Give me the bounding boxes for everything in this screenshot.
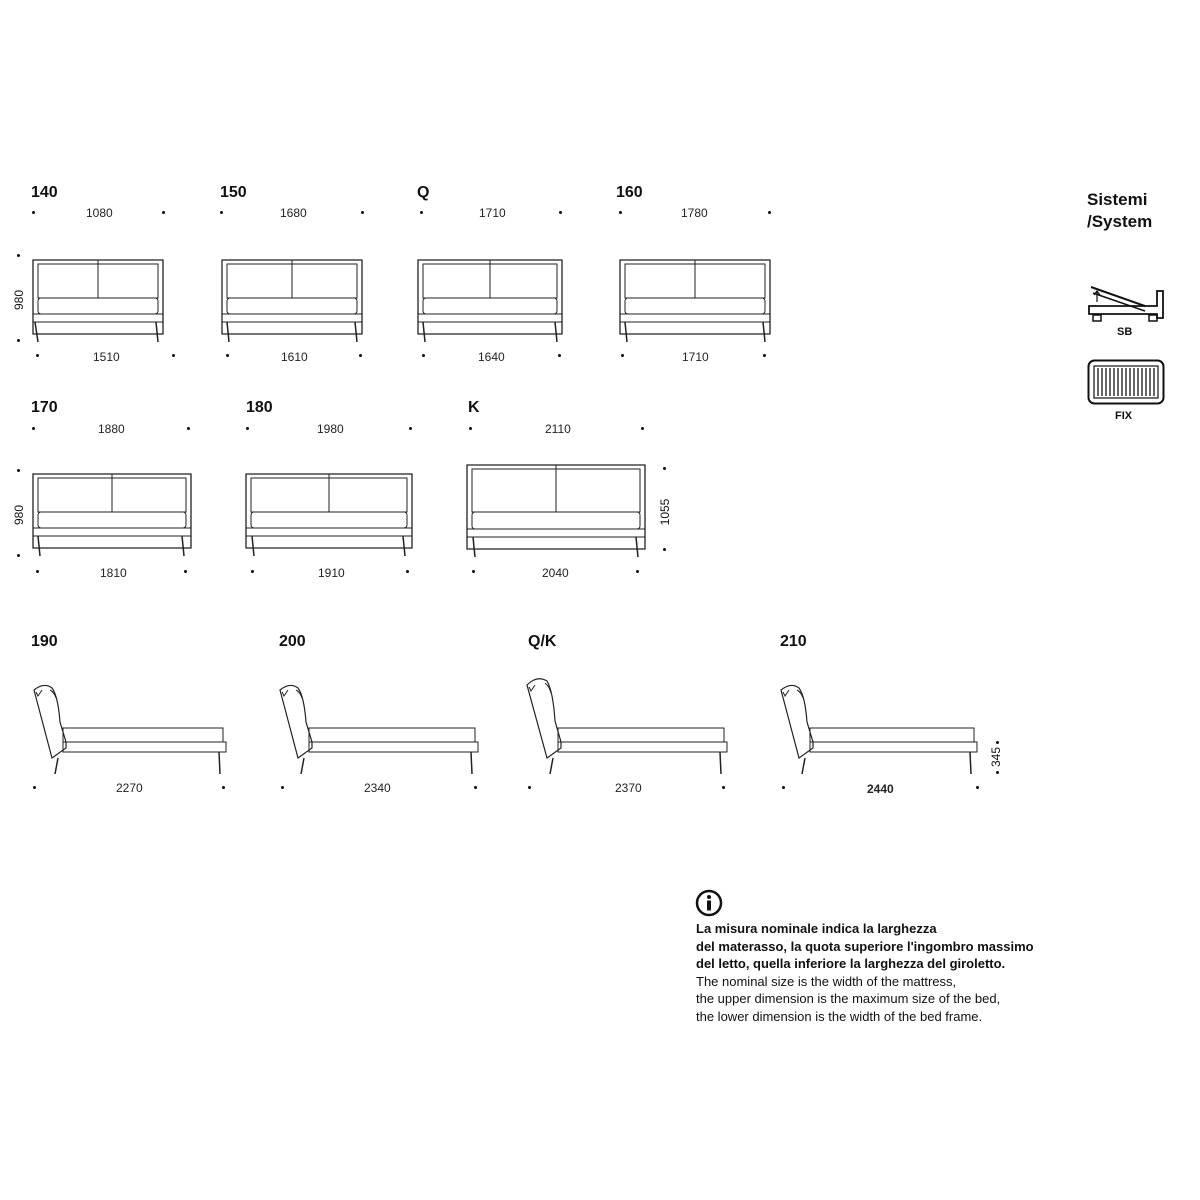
lower-dimension: 1710	[682, 350, 709, 364]
upper-dimension: 2110	[545, 422, 571, 436]
dim-marker	[621, 354, 624, 357]
length-dimension: 2440	[867, 782, 894, 796]
bed-side-drawing	[523, 675, 731, 776]
height-dimension: 980	[12, 289, 26, 311]
bed-side-drawing	[30, 682, 230, 776]
note-it-line2: del materasso, la quota superiore l'ingombro massimo	[696, 938, 1034, 954]
dim-marker	[528, 786, 531, 789]
dim-marker	[187, 427, 190, 430]
dim-marker	[663, 548, 666, 551]
dim-marker	[251, 570, 254, 573]
size-label: 180	[246, 399, 273, 416]
lower-dimension: 1640	[478, 350, 505, 364]
size-label: 210	[780, 633, 807, 650]
bed-front-drawing	[30, 472, 194, 558]
note-it-line3: del letto, quella inferiore la larghezza del giroletto.	[696, 956, 1006, 971]
dim-marker	[768, 211, 771, 214]
dim-marker	[420, 211, 423, 214]
dim-marker	[558, 354, 561, 357]
note-en-line3: the lower dimension is the width of the bed frame.	[696, 1008, 983, 1024]
note-text	[696, 920, 1116, 1025]
note-it-line1: La misura nominale indica la larghezza	[696, 921, 937, 936]
size-label: K	[468, 399, 480, 416]
note-en-line2: the upper dimension is the maximum size of the bed,	[696, 991, 1001, 1006]
dim-marker	[976, 786, 979, 789]
dim-marker	[782, 786, 785, 789]
lower-dimension: 1610	[281, 350, 308, 364]
system-label-sb: SB	[1117, 326, 1133, 338]
systems-title-line2: /System	[1087, 212, 1153, 231]
bed-front-drawing	[415, 258, 565, 344]
dim-marker	[281, 786, 284, 789]
system-label-fix: FIX	[1115, 410, 1133, 422]
dim-marker	[226, 354, 229, 357]
dim-marker	[32, 211, 35, 214]
dim-marker	[559, 211, 562, 214]
fixed-slats-icon	[1087, 359, 1165, 405]
dim-marker	[36, 354, 39, 357]
dim-marker	[220, 211, 223, 214]
dim-marker	[641, 427, 644, 430]
systems-title-line1: Sistemi	[1087, 190, 1148, 209]
upper-dimension: 1080	[86, 206, 113, 220]
dim-marker	[17, 339, 20, 342]
storage-bed-lift-icon	[1087, 284, 1165, 328]
dim-marker	[184, 570, 187, 573]
dim-marker	[663, 467, 666, 470]
dim-marker	[33, 786, 36, 789]
bed-front-drawing	[617, 258, 773, 344]
size-label: Q/K	[528, 633, 557, 650]
dim-marker	[222, 786, 225, 789]
dim-marker	[17, 254, 20, 257]
dim-marker	[17, 469, 20, 472]
dim-marker	[722, 786, 725, 789]
dim-marker	[246, 427, 249, 430]
size-label: 150	[220, 184, 247, 201]
dim-marker	[172, 354, 175, 357]
bed-side-drawing	[276, 682, 482, 776]
dim-marker	[422, 354, 425, 357]
dim-marker	[763, 354, 766, 357]
dim-marker	[162, 211, 165, 214]
bed-front-drawing	[464, 463, 648, 559]
dim-marker	[406, 570, 409, 573]
dim-marker	[474, 786, 477, 789]
bed-front-drawing	[219, 258, 365, 344]
height-dimension: 345	[989, 746, 1003, 768]
size-label: Q	[417, 184, 430, 201]
systems-title	[1087, 189, 1152, 233]
size-label: 170	[31, 399, 58, 416]
upper-dimension: 1980	[317, 422, 344, 436]
dim-marker	[472, 570, 475, 573]
upper-dimension: 1680	[280, 206, 307, 220]
dim-marker	[636, 570, 639, 573]
upper-dimension: 1780	[681, 206, 708, 220]
upper-dimension: 1880	[98, 422, 125, 436]
dim-marker	[359, 354, 362, 357]
lower-dimension: 1910	[318, 566, 345, 580]
length-dimension: 2270	[116, 781, 143, 795]
lower-dimension: 2040	[542, 566, 569, 580]
dim-marker	[32, 427, 35, 430]
size-label: 200	[279, 633, 306, 650]
size-label: 190	[31, 633, 58, 650]
dim-marker	[409, 427, 412, 430]
length-dimension: 2370	[615, 781, 642, 795]
lower-dimension: 1810	[100, 566, 127, 580]
bed-front-drawing	[30, 258, 166, 344]
dim-marker	[619, 211, 622, 214]
note-en-line1: The nominal size is the width of the mattress,	[696, 973, 957, 989]
length-dimension: 2340	[364, 781, 391, 795]
dim-marker	[996, 771, 999, 774]
dim-marker	[36, 570, 39, 573]
height-dimension: 1055	[658, 498, 672, 526]
bed-side-drawing	[777, 682, 981, 776]
upper-dimension: 1710	[479, 206, 506, 220]
dim-marker	[17, 554, 20, 557]
size-label: 160	[616, 184, 643, 201]
dim-marker	[361, 211, 364, 214]
lower-dimension: 1510	[93, 350, 120, 364]
size-label: 140	[31, 184, 58, 201]
dim-marker	[469, 427, 472, 430]
height-dimension: 980	[12, 504, 26, 526]
info-icon	[695, 889, 723, 917]
bed-front-drawing	[243, 472, 415, 558]
